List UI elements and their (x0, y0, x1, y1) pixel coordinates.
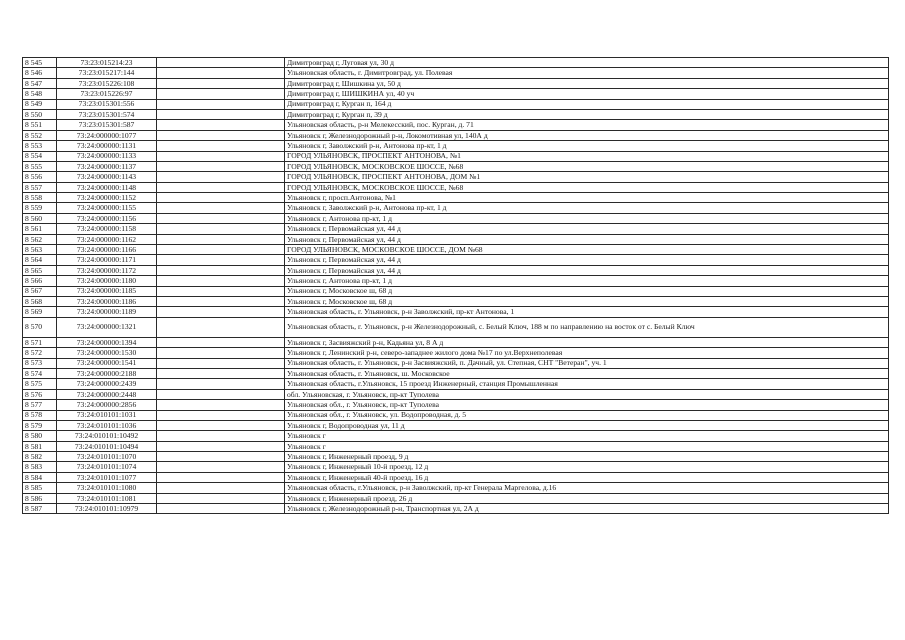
table-row (23, 213, 889, 223)
row-number: 8 567 (23, 286, 57, 296)
table-row (23, 58, 889, 68)
address: Ульяновск г (285, 441, 889, 451)
address: Ульяновская область, г. Ульяновск, ш. Московское (285, 368, 889, 378)
address: Димитровград г, Луговая ул, 30 д (285, 58, 889, 68)
address: Ульяновск г, Ленинский р-н, северо-западнее жилого дома №17 по ул.Верхнеполевая (285, 348, 889, 358)
table-row (23, 245, 889, 255)
table-row (23, 431, 889, 441)
row-number: 8 563 (23, 245, 57, 255)
cadastral-number: 73:24:000000:1189 (57, 307, 157, 317)
row-number: 8 546 (23, 68, 57, 78)
table-row (23, 89, 889, 99)
table-row (23, 203, 889, 213)
cadastral-number: 73:24:000000:1137 (57, 161, 157, 171)
empty-cell (157, 368, 285, 378)
row-number: 8 548 (23, 89, 57, 99)
cadastral-number: 73:24:000000:1171 (57, 255, 157, 265)
row-number: 8 584 (23, 472, 57, 482)
cadastral-number: 73:24:000000:1162 (57, 234, 157, 244)
empty-cell (157, 431, 285, 441)
row-number: 8 552 (23, 130, 57, 140)
cadastral-number: 73:24:000000:2188 (57, 368, 157, 378)
empty-cell (157, 358, 285, 368)
address: обл. Ульяновская, г. Ульяновск, пр-кт Туполева (285, 389, 889, 399)
empty-cell (157, 441, 285, 451)
cadastral-number: 73:24:010101:10979 (57, 504, 157, 514)
table-row (23, 317, 889, 337)
address: Ульяновская область, г.Ульяновск, р-н Заволжский, пр-кт Генерала Маргелова, д.16 (285, 483, 889, 493)
cadastral-number: 73:24:000000:1143 (57, 172, 157, 182)
address: ГОРОД УЛЬЯНОВСК, МОСКОВСКОЕ ШОССЕ, ДОМ №68 (285, 245, 889, 255)
row-number: 8 581 (23, 441, 57, 451)
row-number: 8 572 (23, 348, 57, 358)
cadastral-number: 73:24:000000:1152 (57, 193, 157, 203)
empty-cell (157, 141, 285, 151)
empty-cell (157, 296, 285, 306)
row-number: 8 561 (23, 224, 57, 234)
address: Ульяновская обл., г. Ульяновск, ул. Водопроводная, д. 5 (285, 410, 889, 420)
address: ГОРОД УЛЬЯНОВСК, МОСКОВСКОЕ ШОССЕ, №68 (285, 161, 889, 171)
empty-cell (157, 109, 285, 119)
row-number: 8 574 (23, 368, 57, 378)
row-number: 8 582 (23, 452, 57, 462)
cadastral-number: 73:24:000000:1133 (57, 151, 157, 161)
row-number: 8 547 (23, 78, 57, 88)
table-row (23, 493, 889, 503)
cadastral-number: 73:24:000000:1166 (57, 245, 157, 255)
cadastral-number: 73:24:000000:1321 (57, 317, 157, 337)
cadastral-number: 73:24:000000:1185 (57, 286, 157, 296)
row-number: 8 571 (23, 337, 57, 347)
address: Ульяновск г, Первомайская ул, 44 д (285, 255, 889, 265)
address: Ульяновск г, Заволжский р-н, Антонова пр-кт, 1 д (285, 203, 889, 213)
address: Ульяновская обл., г. Ульяновск, пр-кт Туполева (285, 400, 889, 410)
address: Ульяновская область, г. Димитровград, ул. Полевая (285, 68, 889, 78)
empty-cell (157, 130, 285, 140)
empty-cell (157, 120, 285, 130)
table-row (23, 296, 889, 306)
empty-cell (157, 213, 285, 223)
empty-cell (157, 337, 285, 347)
cadastral-number: 73:23:015214:23 (57, 58, 157, 68)
address: Ульяновск г, Антонова пр-кт, 1 д (285, 276, 889, 286)
address: Ульяновск г, Инженерный 10-й проезд, 12 д (285, 462, 889, 472)
address: Ульяновск г, Засвияжский р-н, Кадьяна ул, 8 А д (285, 337, 889, 347)
cadastral-number: 73:24:000000:1156 (57, 213, 157, 223)
row-number: 8 575 (23, 379, 57, 389)
row-number: 8 568 (23, 296, 57, 306)
row-number: 8 560 (23, 213, 57, 223)
row-number: 8 558 (23, 193, 57, 203)
address: Ульяновск г, Первомайская ул, 44 д (285, 234, 889, 244)
table-row (23, 441, 889, 451)
empty-cell (157, 182, 285, 192)
address: Ульяновская область, г.Ульяновск, 15 проезд Инженерный, станция Промышленная (285, 379, 889, 389)
empty-cell (157, 151, 285, 161)
row-number: 8 549 (23, 99, 57, 109)
row-number: 8 553 (23, 141, 57, 151)
empty-cell (157, 193, 285, 203)
address: Ульяновская область, г. Ульяновск, р-н Заволжский, пр-кт Антонова, 1 (285, 307, 889, 317)
address: Ульяновск г, Заволжский р-н, Антонова пр-кт, 1 д (285, 141, 889, 151)
address: Ульяновск г, Железнодорожный р-н, Локомотивная ул, 140А д (285, 130, 889, 140)
row-number: 8 569 (23, 307, 57, 317)
cadastral-number: 73:23:015301:556 (57, 99, 157, 109)
table-row (23, 182, 889, 192)
empty-cell (157, 89, 285, 99)
cadastral-number: 73:24:010101:1080 (57, 483, 157, 493)
address: Ульяновск г, просп.Антонова, №1 (285, 193, 889, 203)
row-number: 8 585 (23, 483, 57, 493)
address: Димитровград г, Шишкина ул, 50 д (285, 78, 889, 88)
row-number: 8 570 (23, 317, 57, 337)
table-row (23, 68, 889, 78)
address: Ульяновская область, г. Ульяновск, р-н Железнодорожный, с. Белый Ключ, 188 м по направлению на восток от с. Белый Ключ (285, 317, 889, 337)
table-row (23, 141, 889, 151)
address: Ульяновск г, Первомайская ул, 44 д (285, 224, 889, 234)
empty-cell (157, 317, 285, 337)
row-number: 8 587 (23, 504, 57, 514)
table-row (23, 452, 889, 462)
table-row (23, 358, 889, 368)
address: Ульяновск г (285, 431, 889, 441)
address: Ульяновская область, р-н Мелекесский, пос. Курган, д. 71 (285, 120, 889, 130)
table-row (23, 389, 889, 399)
table-row (23, 255, 889, 265)
table-row (23, 307, 889, 317)
cadastral-number: 73:24:010101:1077 (57, 472, 157, 482)
empty-cell (157, 172, 285, 182)
cadastral-number: 73:24:000000:2448 (57, 389, 157, 399)
table-row (23, 504, 889, 514)
cadastral-number: 73:23:015217:144 (57, 68, 157, 78)
cadastral-number: 73:24:000000:1148 (57, 182, 157, 192)
table-row (23, 224, 889, 234)
row-number: 8 557 (23, 182, 57, 192)
empty-cell (157, 389, 285, 399)
cadastral-number: 73:24:000000:1394 (57, 337, 157, 347)
table-row (23, 172, 889, 182)
empty-cell (157, 276, 285, 286)
table-row (23, 234, 889, 244)
table-row (23, 348, 889, 358)
row-number: 8 551 (23, 120, 57, 130)
table-row (23, 400, 889, 410)
table-row (23, 78, 889, 88)
row-number: 8 545 (23, 58, 57, 68)
empty-cell (157, 224, 285, 234)
row-number: 8 564 (23, 255, 57, 265)
row-number: 8 566 (23, 276, 57, 286)
table-row (23, 99, 889, 109)
cadastral-number: 73:23:015226:108 (57, 78, 157, 88)
table-row (23, 161, 889, 171)
empty-cell (157, 161, 285, 171)
cadastral-number: 73:24:000000:1541 (57, 358, 157, 368)
row-number: 8 565 (23, 265, 57, 275)
table-row (23, 368, 889, 378)
row-number: 8 586 (23, 493, 57, 503)
table-row (23, 109, 889, 119)
empty-cell (157, 493, 285, 503)
empty-cell (157, 68, 285, 78)
cadastral-number: 73:24:000000:1172 (57, 265, 157, 275)
table-row (23, 483, 889, 493)
row-number: 8 578 (23, 410, 57, 420)
cadastral-number: 73:23:015226:97 (57, 89, 157, 99)
cadastral-number: 73:24:010101:10494 (57, 441, 157, 451)
row-number: 8 550 (23, 109, 57, 119)
address: Ульяновск г, Водопроводная ул, 11 д (285, 420, 889, 430)
address: Ульяновск г, Антонова пр-кт, 1 д (285, 213, 889, 223)
cadastral-number: 73:24:010101:1081 (57, 493, 157, 503)
cadastral-table (22, 57, 889, 514)
row-number: 8 555 (23, 161, 57, 171)
row-number: 8 556 (23, 172, 57, 182)
empty-cell (157, 78, 285, 88)
empty-cell (157, 379, 285, 389)
address: Димитровград г, Курган п, 164 д (285, 99, 889, 109)
row-number: 8 562 (23, 234, 57, 244)
cadastral-number: 73:24:000000:1186 (57, 296, 157, 306)
empty-cell (157, 286, 285, 296)
cadastral-number: 73:24:000000:1158 (57, 224, 157, 234)
empty-cell (157, 58, 285, 68)
table-row (23, 151, 889, 161)
cadastral-number: 73:23:015301:587 (57, 120, 157, 130)
row-number: 8 573 (23, 358, 57, 368)
empty-cell (157, 400, 285, 410)
cadastral-number: 73:24:000000:1077 (57, 130, 157, 140)
cadastral-number: 73:24:010101:1031 (57, 410, 157, 420)
table-row (23, 472, 889, 482)
table-row (23, 276, 889, 286)
address: Ульяновск г, Инженерный проезд, 26 д (285, 493, 889, 503)
address: Димитровград г, ШИШКИНА ул, 40 уч (285, 89, 889, 99)
row-number: 8 580 (23, 431, 57, 441)
empty-cell (157, 234, 285, 244)
cadastral-number: 73:24:000000:1180 (57, 276, 157, 286)
row-number: 8 583 (23, 462, 57, 472)
table-row (23, 130, 889, 140)
address: Ульяновск г, Московское ш, 68 д (285, 296, 889, 306)
address: ГОРОД УЛЬЯНОВСК, МОСКОВСКОЕ ШОССЕ, №68 (285, 182, 889, 192)
table-row (23, 193, 889, 203)
empty-cell (157, 265, 285, 275)
row-number: 8 579 (23, 420, 57, 430)
table-row (23, 420, 889, 430)
table-row (23, 265, 889, 275)
address: Димитровград г, Курган п, 39 д (285, 109, 889, 119)
row-number: 8 559 (23, 203, 57, 213)
empty-cell (157, 452, 285, 462)
empty-cell (157, 410, 285, 420)
address: ГОРОД УЛЬЯНОВСК, ПРОСПЕКТ АНТОНОВА, №1 (285, 151, 889, 161)
table-row (23, 337, 889, 347)
empty-cell (157, 420, 285, 430)
cadastral-number: 73:24:010101:1070 (57, 452, 157, 462)
cadastral-number: 73:24:000000:1155 (57, 203, 157, 213)
address: Ульяновск г, Железнодорожный р-н, Транспортная ул, 2А д (285, 504, 889, 514)
empty-cell (157, 245, 285, 255)
table-row (23, 286, 889, 296)
row-number: 8 554 (23, 151, 57, 161)
empty-cell (157, 348, 285, 358)
table-body (23, 58, 889, 514)
empty-cell (157, 483, 285, 493)
address: Ульяновская область, г. Ульяновск, р-н Засвияжский, п. Дачный, ул. Степная, СНТ "Ветеран", уч. 1 (285, 358, 889, 368)
address: Ульяновск г, Московское ш, 68 д (285, 286, 889, 296)
cadastral-number: 73:24:010101:1074 (57, 462, 157, 472)
table-row (23, 379, 889, 389)
empty-cell (157, 99, 285, 109)
cadastral-number: 73:24:010101:1036 (57, 420, 157, 430)
table-row (23, 410, 889, 420)
table-row (23, 120, 889, 130)
empty-cell (157, 462, 285, 472)
address: Ульяновск г, Инженерный проезд, 9 д (285, 452, 889, 462)
cadastral-number: 73:24:000000:2856 (57, 400, 157, 410)
cadastral-number: 73:24:000000:1131 (57, 141, 157, 151)
address: Ульяновск г, Инженерный 40-й проезд, 16 д (285, 472, 889, 482)
table-row (23, 462, 889, 472)
cadastral-number: 73:23:015301:574 (57, 109, 157, 119)
cadastral-number: 73:24:000000:2439 (57, 379, 157, 389)
address: Ульяновск г, Первомайская ул, 44 д (285, 265, 889, 275)
address: ГОРОД УЛЬЯНОВСК, ПРОСПЕКТ АНТОНОВА, ДОМ №1 (285, 172, 889, 182)
empty-cell (157, 307, 285, 317)
cadastral-number: 73:24:000000:1530 (57, 348, 157, 358)
row-number: 8 576 (23, 389, 57, 399)
empty-cell (157, 255, 285, 265)
empty-cell (157, 472, 285, 482)
row-number: 8 577 (23, 400, 57, 410)
empty-cell (157, 504, 285, 514)
empty-cell (157, 203, 285, 213)
cadastral-number: 73:24:010101:10492 (57, 431, 157, 441)
